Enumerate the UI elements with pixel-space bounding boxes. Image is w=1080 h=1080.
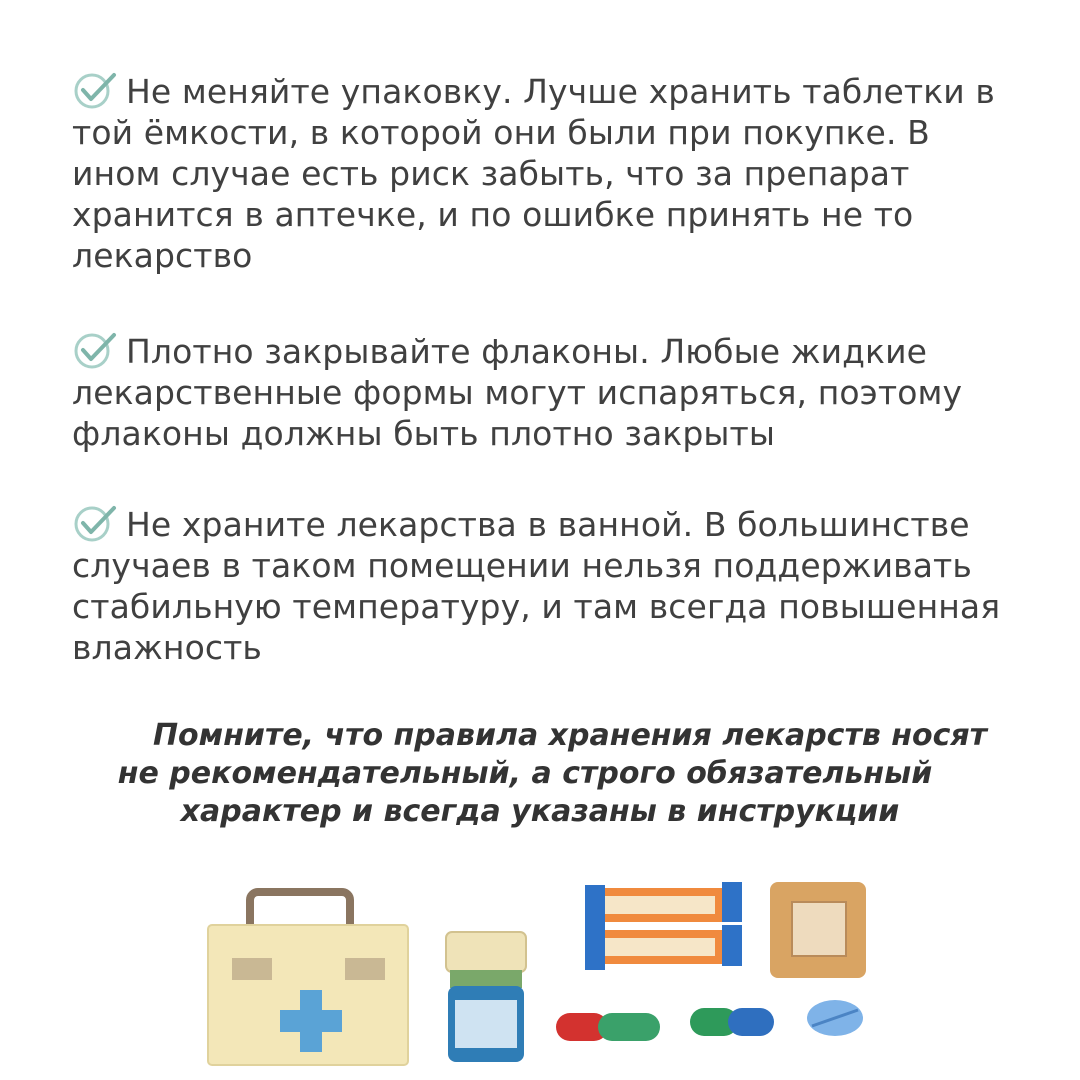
reminder-line-1: Помните, что правила хранения лекарств носят: [152, 718, 988, 753]
capsule-red-icon: [556, 1013, 660, 1041]
tip-text: Не храните лекарства в ванной. В большинстве случаев в таком помещении нельзя поддерживать стабильную температуру, и там всегда повышенная влажность: [72, 505, 1001, 667]
tip-close-bottles: [72, 330, 1012, 454]
pill-bottle-icon: [446, 932, 526, 1062]
first-aid-kit-icon: [208, 892, 408, 1065]
tip-not-in-bathroom: [72, 503, 1012, 668]
tip-keep-packaging: [72, 70, 1012, 276]
reminder-line-2: не рекомендательный, а строго обязательный: [117, 756, 933, 791]
plaster-icon: [770, 882, 866, 978]
reminder-line-3: характер и всегда указаны в инструкции: [180, 794, 900, 829]
check-circle-icon: [72, 503, 118, 543]
reminder-note: [0, 717, 1080, 831]
tip-text: Не меняйте упаковку. Лучше хранить таблетки в той ёмкости, в которой они были при покупке. В ином случае есть риск забыть, что за препарат хранится в аптечке, и по ошибке принять не то лекарство: [72, 72, 995, 275]
check-circle-icon: [72, 70, 118, 110]
capsule-green-icon: [690, 1008, 774, 1036]
medicine-illustration: [0, 870, 1080, 1080]
tip-text: Плотно закрывайте флаконы. Любые жидкие лекарственные формы могут испаряться, поэтому флаконы должны быть плотно закрыты: [72, 332, 963, 453]
check-circle-icon: [72, 330, 118, 370]
pill-tablet-icon: [807, 1000, 863, 1036]
bandage-strips-icon: [585, 882, 742, 970]
